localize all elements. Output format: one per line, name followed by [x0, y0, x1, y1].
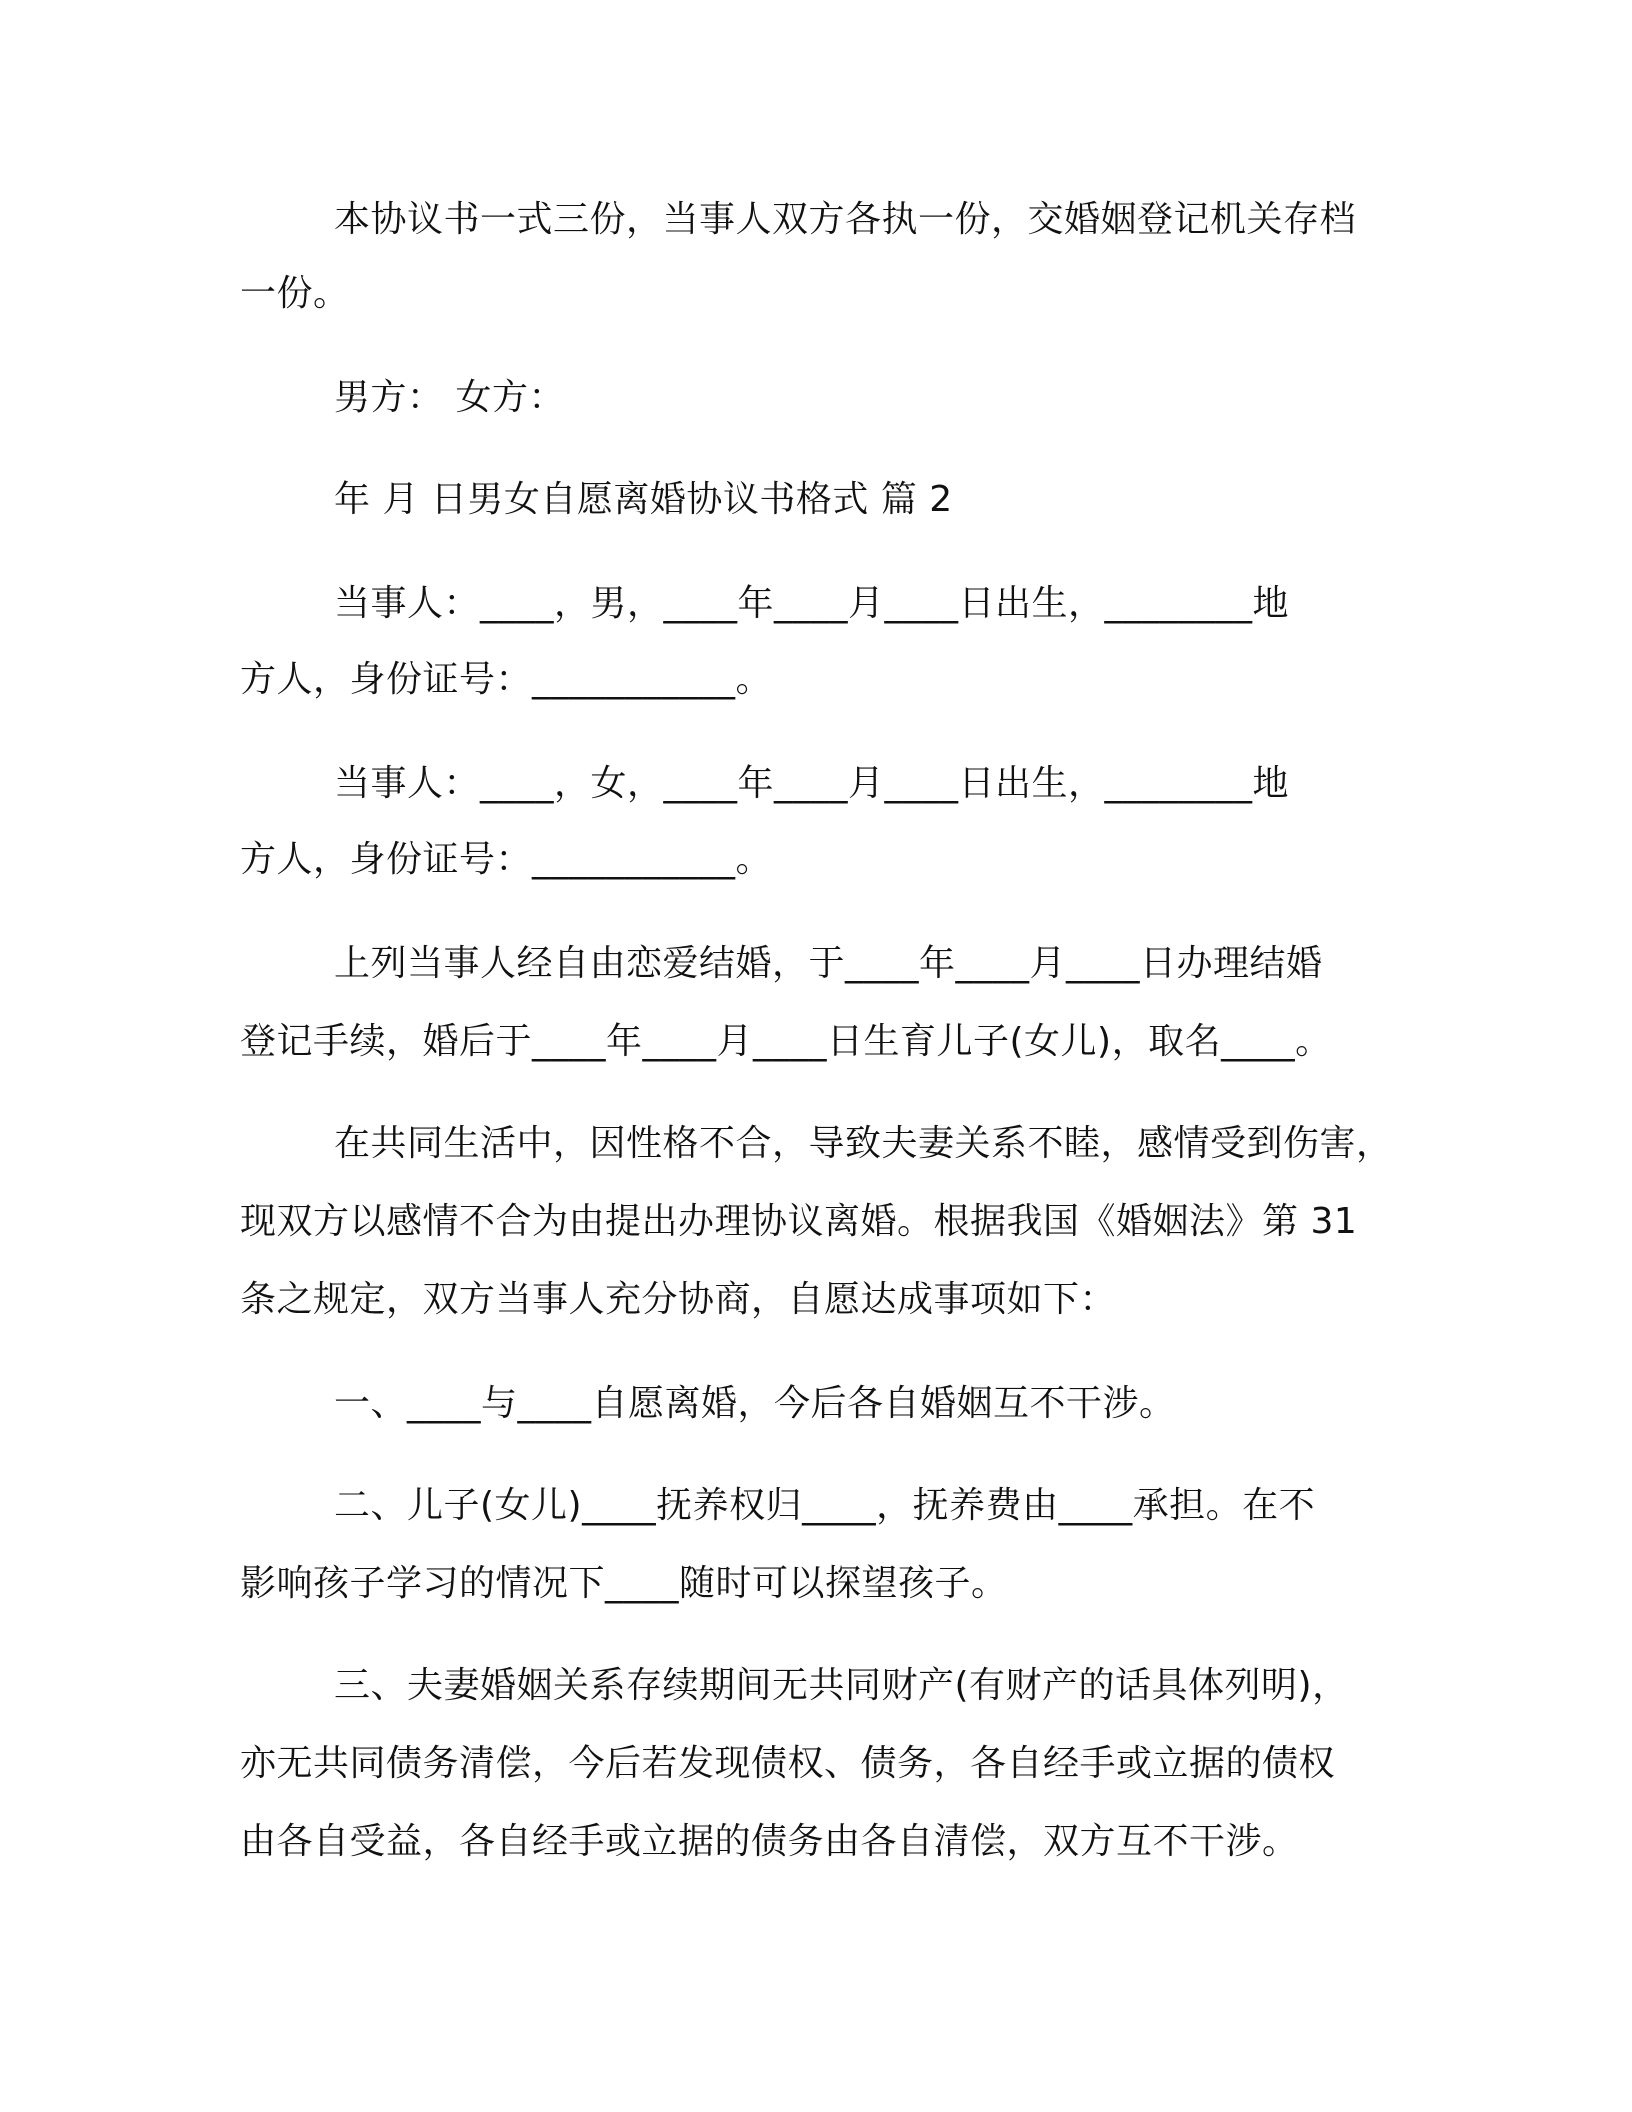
clause-three-line-3: 由各自受益，各自经手或立据的债务由各自清偿，双方互不干涉。	[240, 1821, 1299, 1862]
party-male-line-2: 方人，身份证号：___________。	[240, 659, 773, 700]
reason-paragraph-line-3: 条之规定，双方当事人充分协商，自愿达成事项如下：	[240, 1279, 1117, 1320]
signature-line: 男方： 女方：	[334, 377, 565, 418]
clause-two-line-2: 影响孩子学习的情况下____随时可以探望孩子。	[240, 1563, 1008, 1604]
party-female-line-2: 方人，身份证号：___________。	[240, 839, 773, 880]
paragraph-copies-line-2: 一份。	[240, 273, 350, 314]
clause-three-line-1: 三、夫妻婚姻关系存续期间无共同财产(有财产的话具体列明)，	[334, 1665, 1349, 1706]
reason-paragraph-line-1: 在共同生活中，因性格不合，导致夫妻关系不睦，感情受到伤害，	[334, 1123, 1393, 1164]
marriage-paragraph-line-2: 登记手续，婚后于____年____月____日生育儿子(女儿)，取名____。	[240, 1021, 1332, 1062]
paragraph-copies-line-1: 本协议书一式三份，当事人双方各执一份，交婚姻登记机关存档	[334, 199, 1357, 240]
clause-two-line-1: 二、儿子(女儿)____抚养权归____，抚养费由____承担。在不	[334, 1485, 1316, 1526]
party-male-line-1: 当事人：____，男，____年____月____日出生，________地	[334, 583, 1290, 624]
clause-three-line-2: 亦无共同债务清偿，今后若发现债权、债务，各自经手或立据的债权	[240, 1743, 1336, 1784]
party-female-line-1: 当事人：____，女，____年____月____日出生，________地	[334, 763, 1290, 804]
reason-paragraph-line-2: 现双方以感情不合为由提出办理协议离婚。根据我国《婚姻法》第 31	[240, 1201, 1358, 1242]
clause-one: 一、____与____自愿离婚，今后各自婚姻互不干涉。	[334, 1383, 1176, 1424]
marriage-paragraph-line-1: 上列当事人经自由恋爱结婚，于____年____月____日办理结婚	[334, 943, 1323, 984]
section-heading: 年 月 日男女自愿离婚协议书格式 篇 2	[334, 479, 953, 520]
